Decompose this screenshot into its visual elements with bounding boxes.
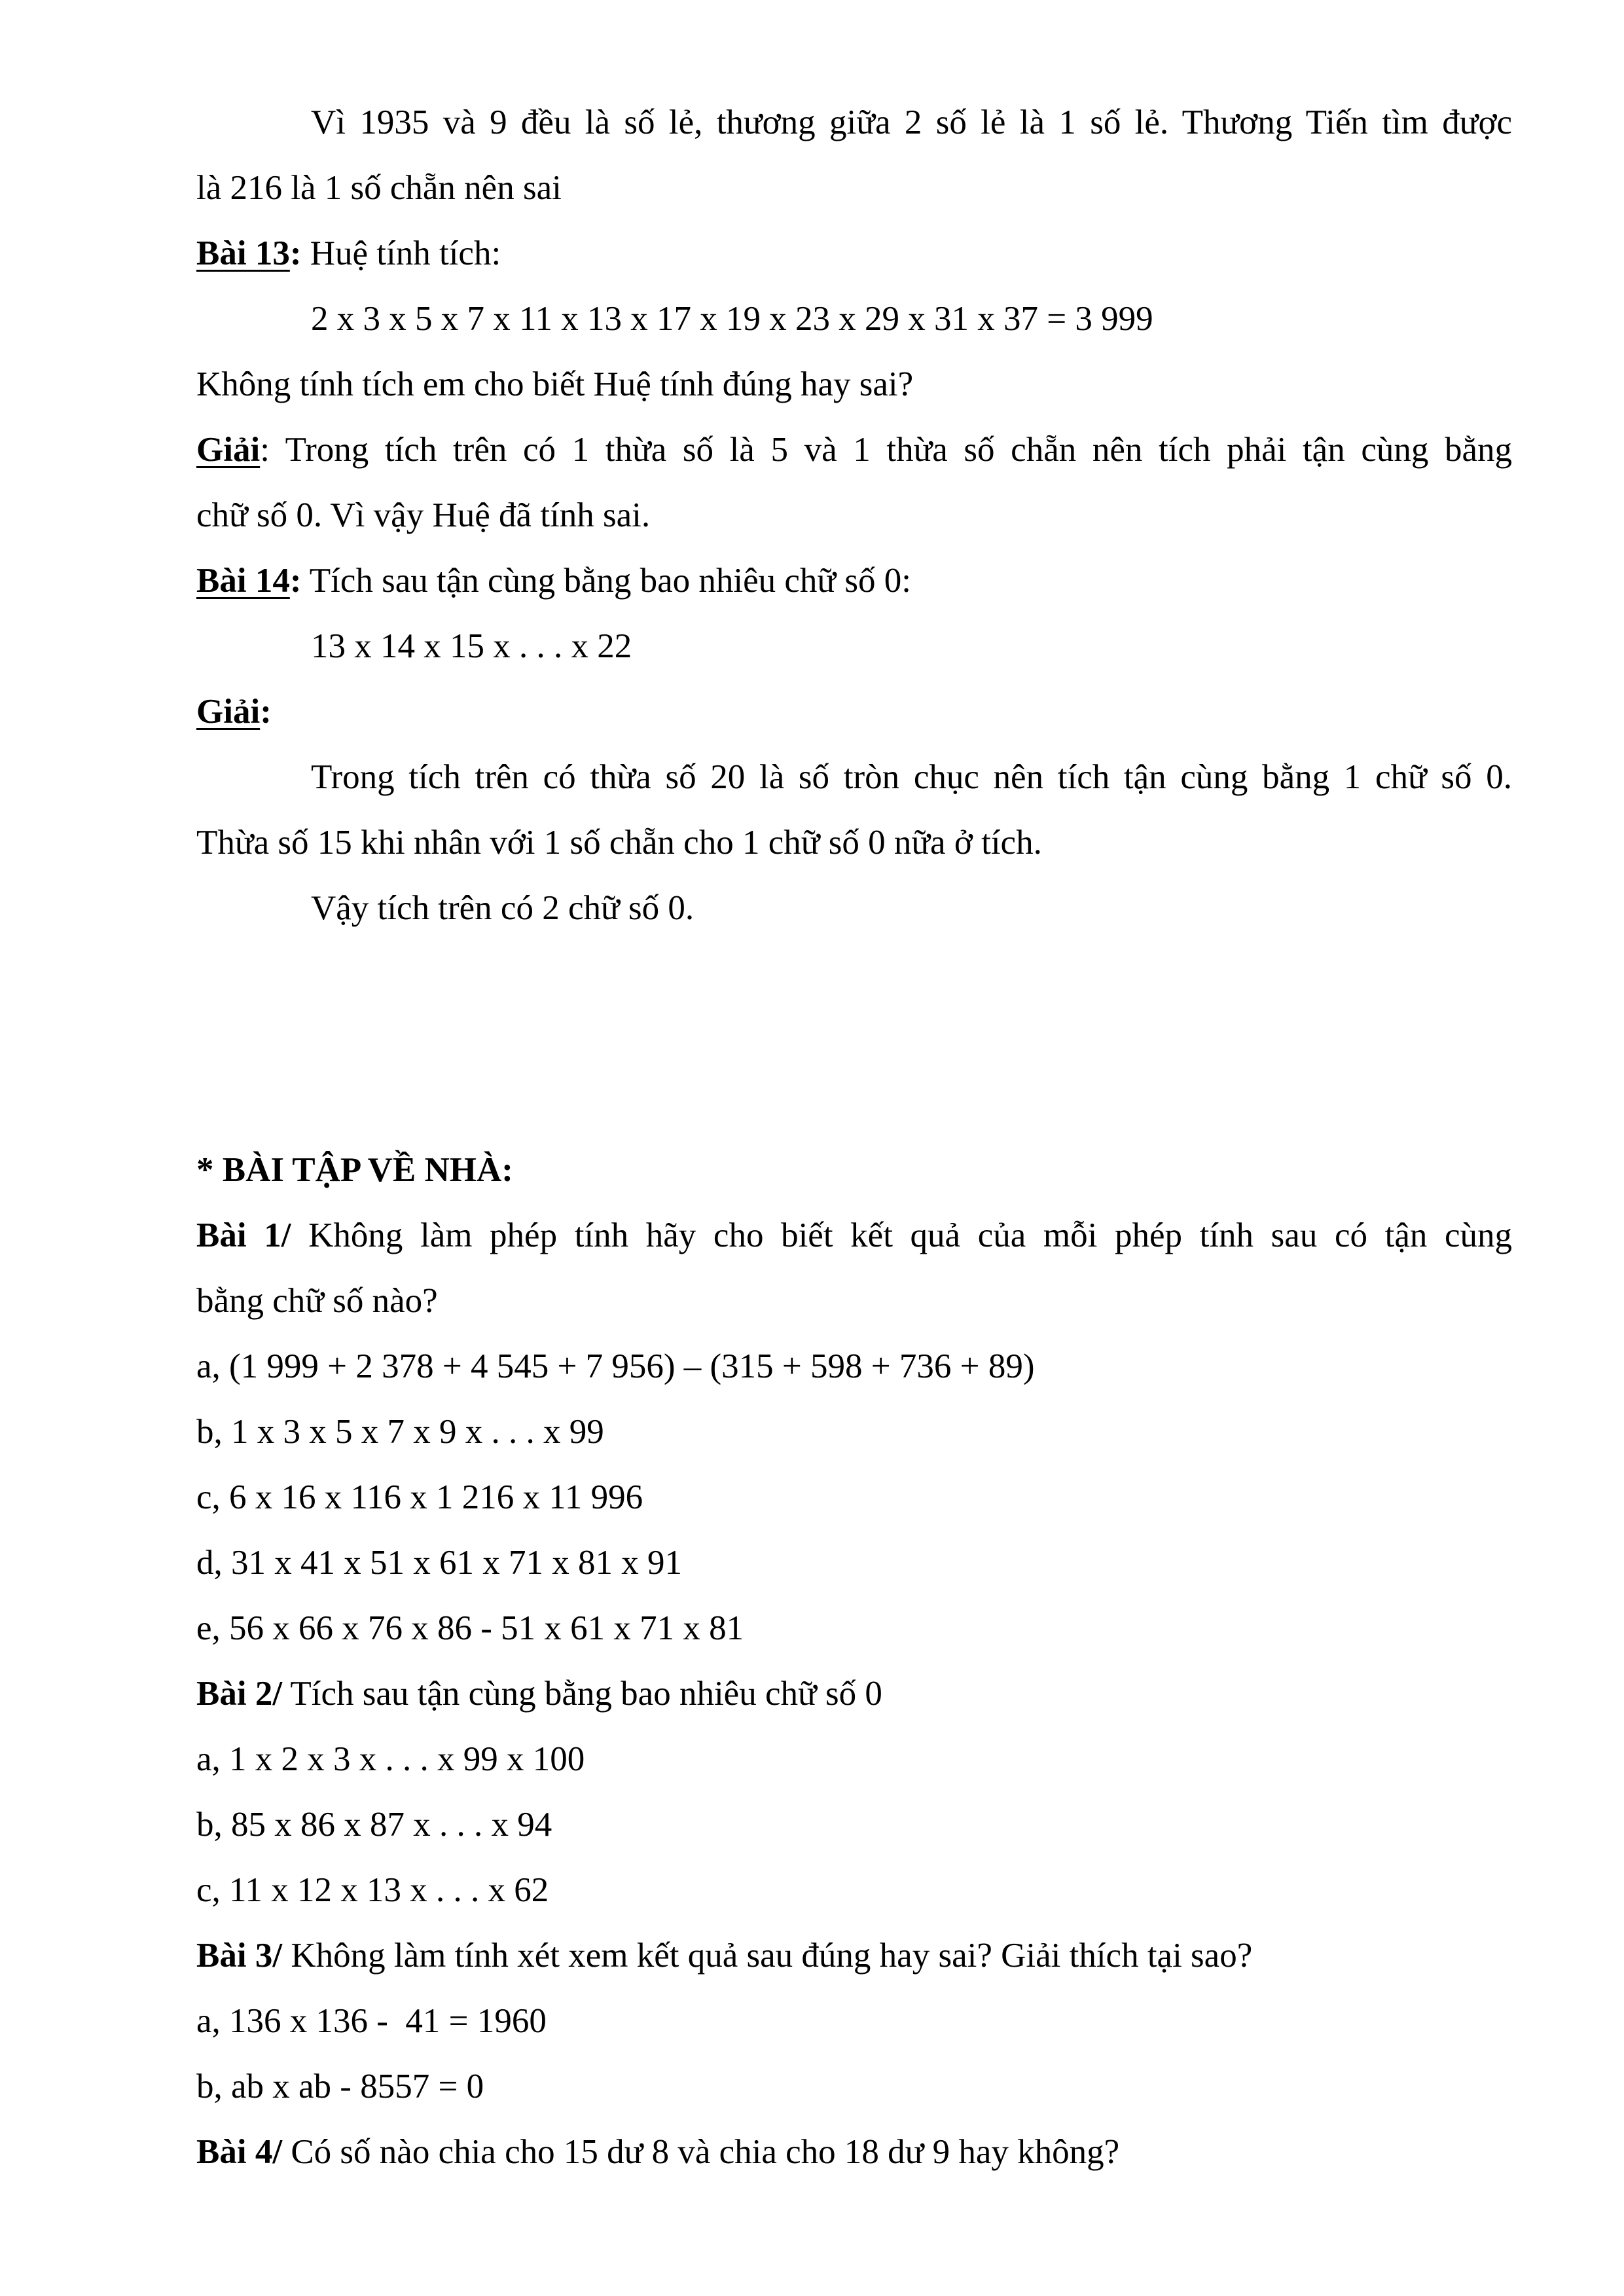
bai13-solution-line: chữ số 0. Vì vậy Huệ đã tính sai. [196, 496, 651, 534]
solution-label: Giải [196, 431, 261, 469]
bai4-label: Bài 4/ [196, 2133, 283, 2171]
solution-colon: : [260, 693, 272, 731]
bai14-text: Tích sau tận cùng bằng bao nhiêu chữ số 0: [301, 562, 911, 600]
solution-label: Giải [196, 693, 261, 731]
bai1-item-a: a, (1 999 + 2 378 + 4 545 + 7 956) – (315 + 598 + 736 + 89) [196, 1347, 1035, 1385]
homework-heading: * BÀI TẬP VỀ NHÀ: [196, 1151, 513, 1189]
homework-bai2 [196, 1673, 1512, 1715]
bai2-label: Bài 2/ [196, 1675, 283, 1713]
bai3-item-a: a, 136 x 136 - 41 = 1960 [196, 2002, 547, 2040]
bai1-label: Bài 1/ [196, 1216, 291, 1254]
bai1-text: Không làm phép tính hãy cho biết kết quả của mỗi phép tính sau có tận cùng [291, 1216, 1512, 1254]
bai1-item-c: c, 6 x 16 x 116 x 1 216 x 11 996 [196, 1478, 643, 1516]
bai3-label: Bài 3/ [196, 1937, 283, 1975]
bai14-expression: 13 x 14 x 15 x . . . x 22 [311, 627, 632, 665]
bai4-text: Có số nào chia cho 15 dư 8 và chia cho 18 dư 9 hay không? [282, 2133, 1120, 2171]
bai14-colon: : [289, 562, 302, 600]
bai14-solution-heading [196, 691, 1512, 733]
bai13-heading [196, 232, 1512, 274]
solution-text: : Trong tích trên có 1 thừa số là 5 và 1 thừa số chẵn nên tích phải tận cùng bằng [260, 431, 1512, 469]
bai1-line: bằng chữ số nào? [196, 1282, 438, 1320]
bai14-heading [196, 560, 1512, 602]
bai13-question: Không tính tích em cho biết Huệ tính đúng hay sai? [196, 365, 914, 403]
bai2-text: Tích sau tận cùng bằng bao nhiêu chữ số 0 [282, 1675, 882, 1713]
bai13-colon: : [289, 234, 302, 272]
bai14-solution-line: Trong tích trên có thừa số 20 là số tròn chục nên tích tận cùng bằng 1 chữ số 0. [311, 758, 1512, 796]
bai13-label: Bài 13 [196, 234, 290, 272]
bai13-expression: 2 x 3 x 5 x 7 x 11 x 13 x 17 x 19 x 23 x 29 x 31 x 37 = 3 999 [311, 300, 1153, 338]
bai3-item-b: b, ab x ab - 8557 = 0 [196, 2068, 484, 2105]
bai3-text: Không làm tính xét xem kết quả sau đúng hay sai? Giải thích tại sao? [282, 1937, 1253, 1975]
bai14-solution-line: Vậy tích trên có 2 chữ số 0. [311, 889, 695, 927]
bai13-solution-line [196, 429, 1512, 471]
bai1-item-d: d, 31 x 41 x 51 x 61 x 71 x 81 x 91 [196, 1544, 682, 1582]
bai1-item-e: e, 56 x 66 x 76 x 86 - 51 x 61 x 71 x 81 [196, 1609, 744, 1647]
homework-bai3 [196, 1935, 1512, 1977]
bai13-text: Huệ tính tích: [301, 234, 501, 272]
bai14-label: Bài 14 [196, 562, 290, 600]
bai14-solution-line: Thừa số 15 khi nhân với 1 số chẵn cho 1 chữ số 0 nữa ở tích. [196, 824, 1042, 862]
homework-bai4 [196, 2131, 1512, 2173]
bai2-item-b: b, 85 x 86 x 87 x . . . x 94 [196, 1806, 552, 1844]
bai2-item-c: c, 11 x 12 x 13 x . . . x 62 [196, 1871, 549, 1909]
paragraph-line: là 216 là 1 số chẵn nên sai [196, 169, 562, 207]
bai1-item-b: b, 1 x 3 x 5 x 7 x 9 x . . . x 99 [196, 1413, 604, 1451]
bai2-item-a: a, 1 x 2 x 3 x . . . x 99 x 100 [196, 1740, 585, 1778]
paragraph-line: Vì 1935 và 9 đều là số lẻ, thương giữa 2 số lẻ là 1 số lẻ. Thương Tiến tìm được [311, 103, 1512, 141]
homework-bai1 [196, 1214, 1512, 1256]
